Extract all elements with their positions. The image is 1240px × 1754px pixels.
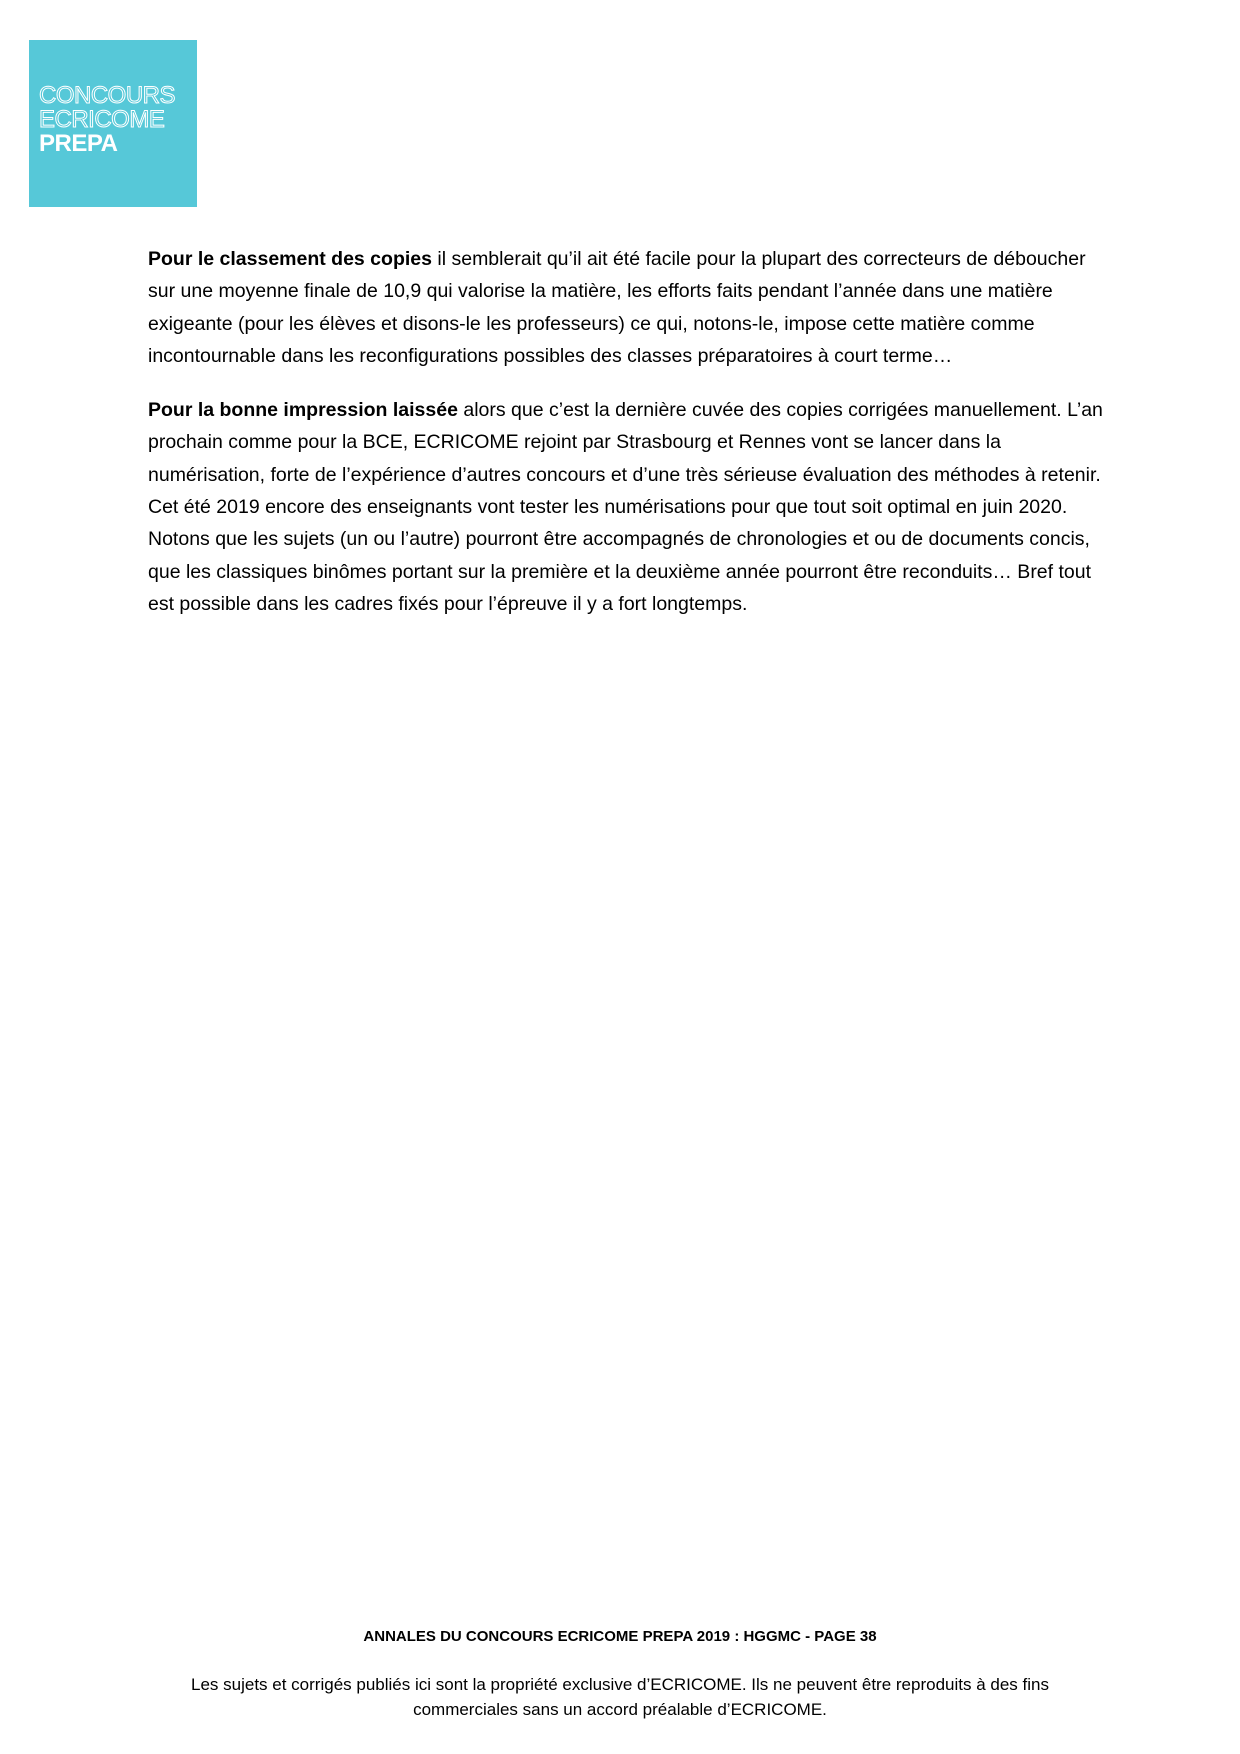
logo-line-concours: CONCOURS [39,82,176,109]
paragraph-classement [148,243,1108,372]
paragraph-lead: Pour la bonne impression laissée [148,399,458,422]
document-body [148,243,1108,642]
ecricome-logo [29,40,197,207]
footer-copyright-note: Les sujets et corrigés publiés ici sont la propriété exclusive d’ECRICOME. Ils ne peuvent être reproduits à des fins commerciales sans un accord préalable d’ECRICOME. [191,1675,1049,1719]
paragraph-text: alors que c’est la dernière cuvée des copies corrigées manuellement. L’an prochain comme pour la BCE, ECRICOME rejoint par Strasbourg et Rennes vont se lancer dans la numérisation, forte de l’expérience d’autres concours et d’une très sérieuse évaluation des méthodes à retenir. Cet été 2019 encore des enseignants vont tester les numérisations pour que tout soit optimal en juin 2020. Notons que les sujets (un ou l’autre) pourront être accompagnés de chronologies et ou de documents concis, que les classiques binômes portant sur la première et la deuxième année pourront être reconduits… Bref tout est possible dans les cadres fixés pour l’épreuve il y a fort longtemps. [148,399,1103,615]
paragraph-impression [148,394,1108,620]
logo-line-prepa: PREPA [39,130,118,157]
footer-page-title: ANNALES DU CONCOURS ECRICOME PREPA 2019 : HGGMC - PAGE 38 [363,1628,877,1645]
paragraph-lead: Pour le classement des copies [148,248,432,270]
logo-line-ecricome: ECRICOME [39,106,165,133]
paragraph-text: il semblerait qu’il ait été facile pour la plupart des correcteurs de déboucher sur une moyenne finale de 10,9 qui valorise la matière, les efforts faits pendant l’année dans une matière exigeante (pour les élèves et disons-le les professeurs) ce qui, notons-le, impose cette matière comme incontournable dans les reconfigurations possibles des classes préparatoires à court terme… [148,248,1086,367]
